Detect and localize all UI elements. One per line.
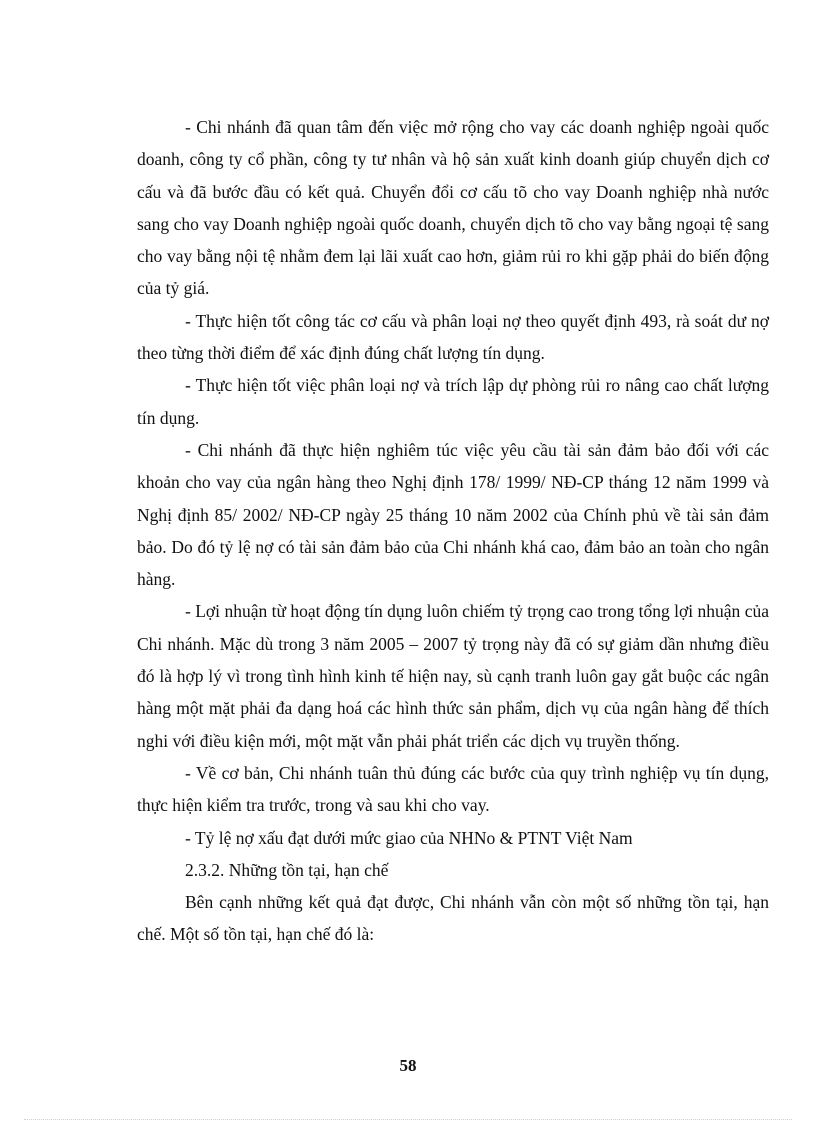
document-body xyxy=(137,111,769,951)
paragraph-limitations-intro: Bên cạnh những kết quả đạt được, Chi nhánh vẫn còn một số những tồn tại, hạn chế. Một số tồn tại, hạn chế đó là: xyxy=(137,892,769,945)
footer-divider xyxy=(24,1119,792,1120)
paragraph-bad-debt: - Tỷ lệ nợ xấu đạt dưới mức giao của NHNo & PTNT Việt Nam xyxy=(185,827,633,848)
paragraph-procedure: - Về cơ bản, Chi nhánh tuân thủ đúng các bước của quy trình nghiệp vụ tín dụng, thực hiện kiểm tra trước, trong và sau khi cho vay. xyxy=(137,762,769,816)
paragraph-credit-expansion: - Chi nhánh đã quan tâm đến việc mở rộng cho vay các doanh nghiệp ngoài quốc doanh, công ty cổ phần, công ty tư nhân và hộ sản xuất kinh doanh giúp chuyển dịch cơ cấu và đã bước đầu có kết quả. Chuyển đổi cơ cấu tõ cho vay Doanh nghiệp nhà nước sang cho vay Doanh nghiệp ngoài quốc doanh, chuyển dịch tõ cho vay bằng ngoại tệ sang cho vay bằng nội tệ nhằm đem lại lãi xuất cao hơn, giảm rủi ro khi gặp phải do biến động của tỷ giá. xyxy=(137,117,769,299)
paragraph-profit: - Lợi nhuận từ hoạt động tín dụng luôn chiếm tỷ trọng cao trong tổng lợi nhuận của Chi nhánh. Mặc dù trong 3 năm 2005 – 2007 tỷ trọng này đã có sự giảm dần nhưng điều đó là hợp lý vì trong tình hình kinh tế hiện nay, sù cạnh tranh luôn gay gắt buộc các ngân hàng một mặt phải đa dạng hoá các hình thức sản phẩm, dịch vụ của ngân hàng để thích nghi với điều kiện mới, một mặt vẫn phải phát triển các dịch vụ truyền thống. xyxy=(137,601,769,751)
paragraph-collateral: - Chi nhánh đã thực hiện nghiêm túc việc yêu cầu tài sản đảm bảo đối với các khoản cho vay của ngân hàng theo Nghị định 178/ 1999/ NĐ-CP tháng 12 năm 1999 và Nghị định 85/ 2002/ NĐ-CP ngày 25 tháng 10 năm 2002 của Chính phủ về tài sản đảm bảo. Do đó tỷ lệ nợ có tài sản đảm bảo của Chi nhánh khá cao, đảm bảo an toàn cho ngân hàng. xyxy=(137,439,769,590)
page-number: 58 xyxy=(399,1056,417,1075)
paragraph-debt-classification: - Thực hiện tốt công tác cơ cấu và phân loại nợ theo quyết định 493, rà soát dư nợ theo từng thời điểm để xác định đúng chất lượng tín dụng. xyxy=(137,310,769,364)
section-heading: 2.3.2. Những tồn tại, hạn chế xyxy=(185,859,389,880)
paragraph-risk-provision: - Thực hiện tốt việc phân loại nợ và trích lập dự phòng rủi ro nâng cao chất lượng tín dụng. xyxy=(137,375,769,428)
